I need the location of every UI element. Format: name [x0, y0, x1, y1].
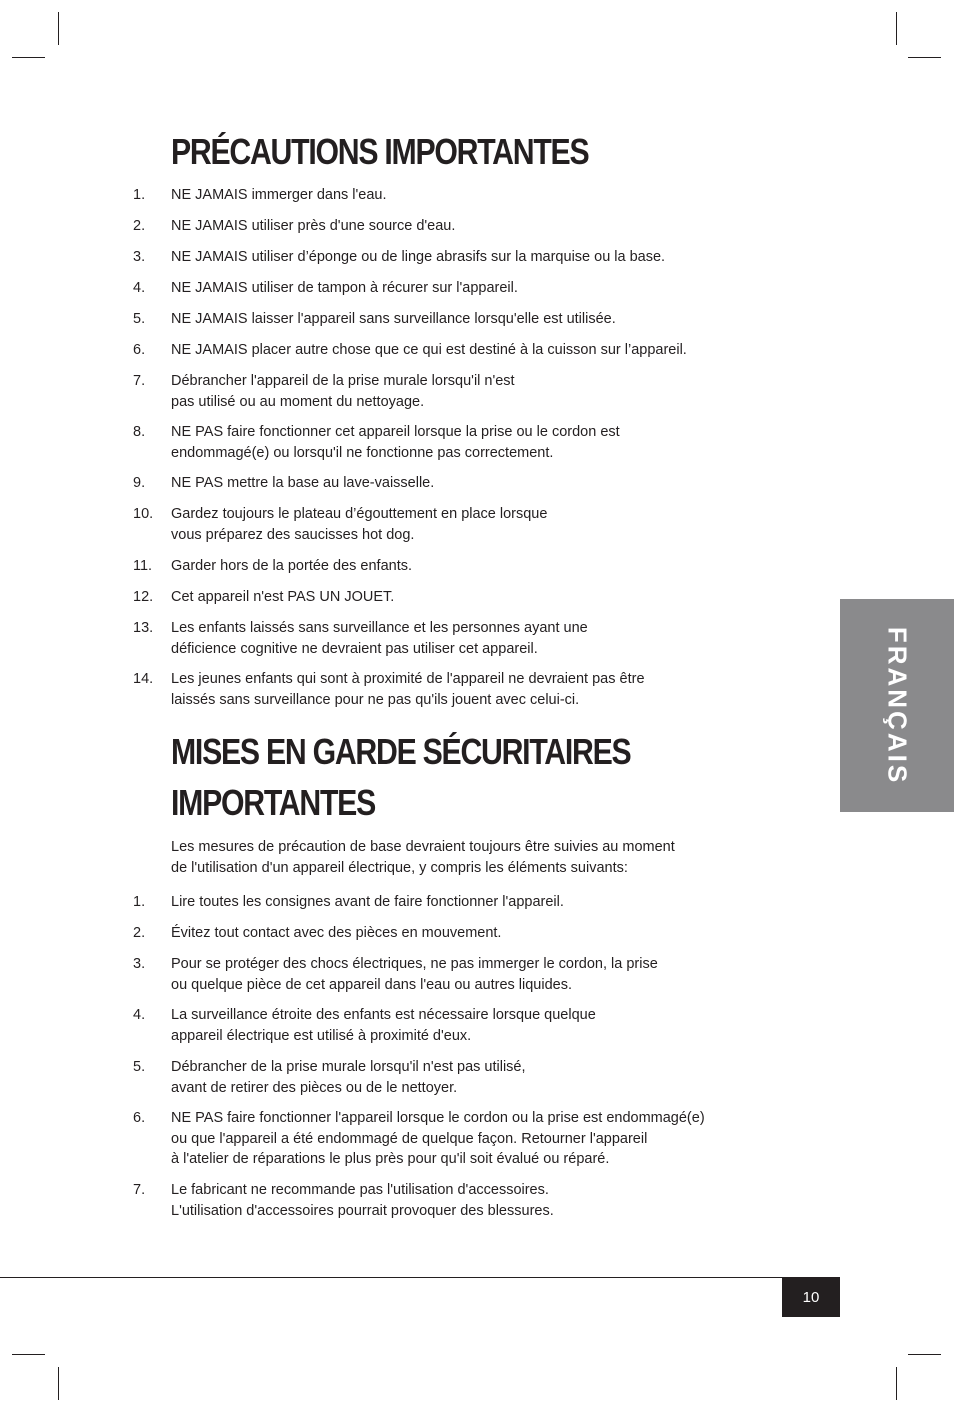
item-text: Les jeunes enfants qui sont à proximité de l'appareil ne devraient pas être laissés sans surveillance pour ne pas qu'ils jouent avec celui-ci.: [171, 671, 645, 708]
item-number: 14.: [133, 671, 154, 687]
item-number: 11.: [133, 558, 153, 574]
section-intro: Les mesures de précaution de base devraient toujours être suivies au moment de l'utilisation d'un appareil électrique, y compris les éléments suivants:: [171, 839, 675, 876]
item-text: Débrancher de la prise murale lorsqu'il n'est pas utilisé, avant de retirer des pièces ou de le nettoyer.: [171, 1059, 526, 1096]
crop-mark: [12, 57, 45, 58]
crop-mark: [58, 1367, 59, 1400]
language-tab: [840, 599, 954, 812]
item-text: NE JAMAIS immerger dans l'eau.: [171, 187, 387, 203]
item-number: 12.: [133, 589, 154, 605]
crop-mark: [896, 1367, 897, 1400]
item-text: NE JAMAIS utiliser d’éponge ou de linge abrasifs sur la marquise ou la base.: [171, 249, 666, 265]
item-number: 2.: [133, 218, 146, 234]
item-text: Lire toutes les consignes avant de faire fonctionner l'appareil.: [171, 894, 564, 910]
section-title-safety-line2: IMPORTANTES: [171, 782, 375, 823]
item-number: 3.: [133, 249, 146, 265]
item-number: 9.: [133, 475, 146, 491]
item-text: NE PAS faire fonctionner l'appareil lorsque le cordon ou la prise est endommagé(e) ou que l'appareil a été endommagé de quelque façon. Retourner l'appareil à l'atelier de réparations le plus près pour qu'il soit évalué ou réparé.: [171, 1110, 705, 1167]
item-text: Débrancher l'appareil de la prise murale lorsqu'il n'est pas utilisé ou au moment du nettoyage.: [171, 373, 515, 410]
item-number: 4.: [133, 1007, 146, 1023]
item-number: 2.: [133, 925, 146, 941]
item-text: La surveillance étroite des enfants est nécessaire lorsque quelque appareil électrique est utilisé à proximité d'eux.: [171, 1007, 596, 1044]
item-text: Gardez toujours le plateau d’égouttement en place lorsque vous préparez des saucisses hot dog.: [171, 506, 548, 543]
section-title-precautions: PRÉCAUTIONS IMPORTANTES: [171, 131, 589, 172]
item-number: 10.: [133, 506, 154, 522]
crop-mark: [908, 57, 941, 58]
item-text: Pour se protéger des chocs électriques, ne pas immerger le cordon, la prise ou quelque pièce de cet appareil dans l'eau ou autres liquides.: [171, 956, 658, 993]
item-text: NE JAMAIS laisser l'appareil sans surveillance lorsqu'elle est utilisée.: [171, 311, 616, 327]
item-text: Évitez tout contact avec des pièces en mouvement.: [171, 925, 502, 941]
page-number: 10: [782, 1277, 840, 1317]
item-text: Cet appareil n'est PAS UN JOUET.: [171, 589, 395, 605]
crop-mark: [896, 12, 897, 45]
item-number: 5.: [133, 311, 146, 327]
item-number: 6.: [133, 1110, 146, 1126]
crop-mark: [908, 1354, 941, 1355]
item-number: 8.: [133, 424, 146, 440]
item-text: NE JAMAIS utiliser de tampon à récurer sur l'appareil.: [171, 280, 518, 296]
item-text: NE JAMAIS utiliser près d'une source d'eau.: [171, 218, 456, 234]
item-number: 4.: [133, 280, 146, 296]
item-text: NE PAS mettre la base au lave-vaisselle.: [171, 475, 435, 491]
crop-mark: [12, 1354, 45, 1355]
item-number: 7.: [133, 373, 146, 389]
footer-divider: [0, 1277, 840, 1278]
item-text: Les enfants laissés sans surveillance et les personnes ayant une déficience cognitive ne devraient pas utiliser cet appareil.: [171, 620, 588, 657]
language-label: FRANÇAIS: [882, 626, 913, 785]
item-number: 7.: [133, 1182, 146, 1198]
item-text: NE PAS faire fonctionner cet appareil lorsque la prise ou le cordon est endommagé(e) ou lorsqu'il ne fonctionne pas correctement.: [171, 424, 620, 461]
item-text: Garder hors de la portée des enfants.: [171, 558, 413, 574]
item-number: 1.: [133, 894, 146, 910]
item-number: 6.: [133, 342, 146, 358]
item-text: NE JAMAIS placer autre chose que ce qui est destiné à la cuisson sur l’appareil.: [171, 342, 687, 358]
crop-mark: [58, 12, 59, 45]
item-number: 3.: [133, 956, 146, 972]
item-text: Le fabricant ne recommande pas l'utilisation d'accessoires. L'utilisation d'accessoires pourrait provoquer des blessures.: [171, 1182, 554, 1219]
item-number: 13.: [133, 620, 154, 636]
item-number: 1.: [133, 187, 146, 203]
item-number: 5.: [133, 1059, 146, 1075]
section-title-safety-line1: MISES EN GARDE SÉCURITAIRES: [171, 731, 631, 772]
